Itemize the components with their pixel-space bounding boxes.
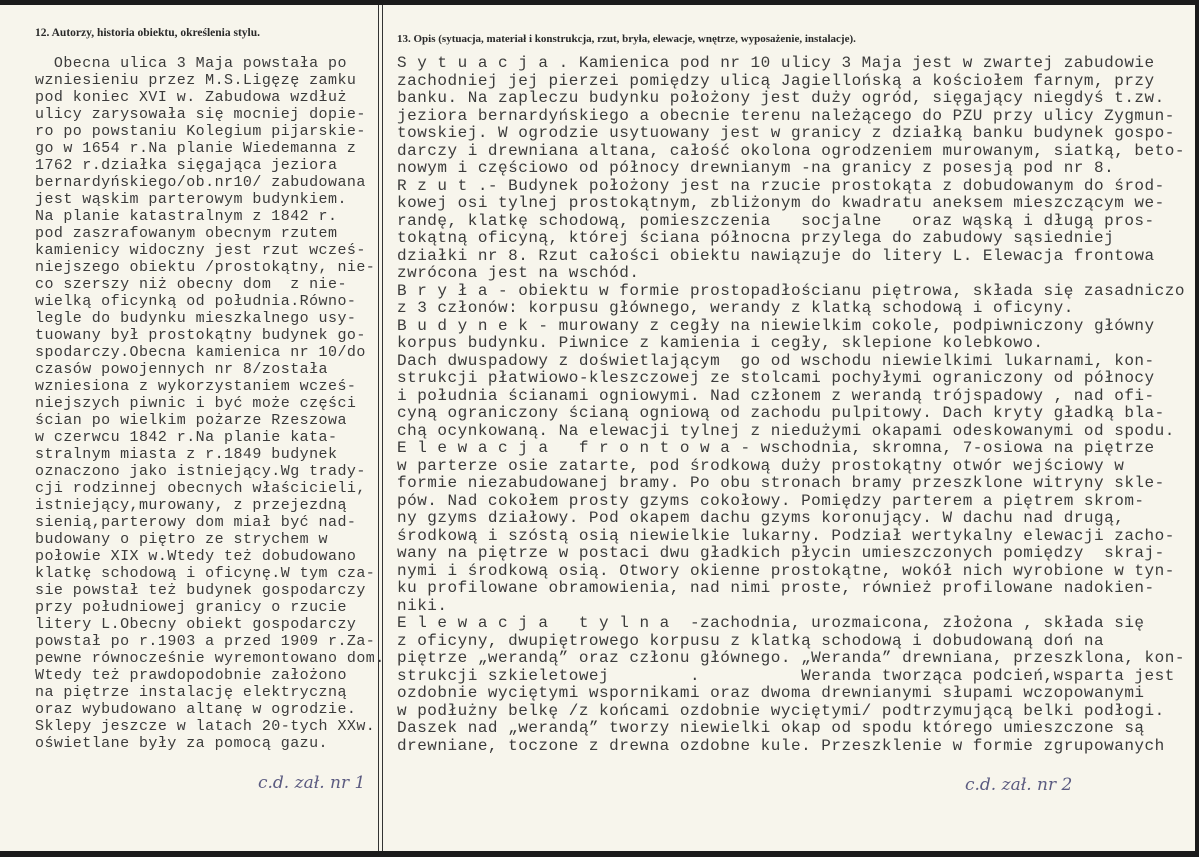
text-line: Dach dwuspadowy z doświetlającym go od wschodu niewielkimi lukarnami, kon-	[397, 351, 1155, 370]
text-line: powstał po r.1903 a przed 1909 r.Za-	[35, 633, 376, 650]
text-line: ku profilowane obramowienia, nad nimi proste, również profilowane nadokien-	[397, 579, 1155, 597]
text-line: tuowany był prostokątny budynek go-	[35, 327, 366, 344]
text-line: ozdobnie wyciętymi wspornikami oraz dwoma drewnianymi słupami wczopowanymi	[397, 684, 1145, 702]
text-line: kamienicy widoczny jest rzut wcześ-	[35, 242, 366, 259]
text-line: na piętrze instalację elektryczną	[35, 684, 347, 701]
text-line: banku. Na zapleczu budynku położony jest duży ogród, sięgający niegdyś t.zw.	[397, 89, 1165, 107]
text-line: E l e w a c j a f r o n t o w a - wschodnia, skromna, 7-osiowa na piętrze	[397, 439, 1155, 457]
text-line: strukcji płatwiowo-kleszczowej ze stolcami pochyłymi ograniczony od północy	[397, 369, 1155, 387]
text-line: przy południowej granicy o rzucie	[35, 599, 347, 616]
text-line: co szerszy niż obecny dom z nie-	[35, 276, 347, 293]
text-line: spodarczy.Obecna kamienica nr 10/do	[35, 344, 366, 361]
text-line: legle do budynku mieszkalnego usy-	[35, 310, 357, 327]
text-line: ulicy zarysowała się mocniej dopie-	[35, 106, 366, 123]
text-line: R z u t .- Budynek położony jest na rzucie prostokąta z dobudowanym do środ-	[397, 176, 1165, 195]
text-line: niki.	[397, 596, 448, 615]
section-12-text	[35, 55, 385, 752]
text-line: ro po powstaniu Kolegium pijarskie-	[35, 123, 366, 140]
text-line: cji rodzinnej obecnych właścicieli,	[35, 480, 366, 497]
text-line: korpus budynku. Piwnice z kamienia i cegły, sklepione kolebkowo.	[397, 334, 1044, 352]
text-line: zachodniej jej pierzei pomiędzy ulicą Jagiellońską a kościołem farnym, przy	[397, 71, 1155, 90]
text-line: nymi i środkową osią. Otwory okienne prostokątne, wokół nich wyrobione w tyn-	[397, 561, 1175, 580]
text-line: jeziora bernardyńskiego a obecnie terenu należącego do PZU przy ulicy Zygmun-	[397, 106, 1175, 125]
text-line: pod zaszrafowanym obecnym rzutem	[35, 225, 338, 242]
text-line: drewniane, toczone z drewna ozdobne kule. Przeszklenie w formie zgrupowanych	[397, 736, 1165, 755]
text-line: klatkę schodową i oficynę.W tym cza-	[35, 565, 376, 582]
text-line: darczy i drewniana altana, całość okolona ogrodzeniem murowanym, siatką, beto-	[397, 141, 1185, 160]
text-line: jest wąskim parterowym budynkiem.	[35, 191, 347, 208]
text-line: Obecna ulica 3 Maja powstała po	[35, 55, 347, 72]
text-line: Wtedy też prawdopodobnie założono	[35, 667, 347, 684]
text-line: nowym i częściowo od północy drewnianym -na granicy z posesją pod nr 8.	[397, 159, 1115, 177]
text-line: wielką oficynką od południa.Równo-	[35, 293, 357, 310]
text-line: i południa ścianami ogniowymi. Nad członem z werandą trójspadowy , nad ofi-	[397, 386, 1155, 405]
text-line: towskiej. W ogrodzie usytuowany jest w granicy z działką banku budynek gospo-	[397, 124, 1175, 142]
text-line: bernardyńskiego/ob.nr10/ zabudowana	[35, 174, 366, 191]
text-line: tokątną oficyną, której ściana północna przylega do zabudowy sąsiedniej	[397, 229, 1115, 247]
text-line: z oficyny, dwupiętrowego korpusu z klatką schodową i dobudowaną doń na	[397, 631, 1105, 650]
text-line: budowany o piętro ze strychem w	[35, 531, 328, 548]
text-line: ny gzyms działowy. Pod okapem dachu gzyms koronujący. W dachu nad drugą,	[397, 509, 1125, 527]
text-line: sie powstał też budynek gospodarczy	[35, 582, 366, 599]
text-line: pod koniec XVI w. Zabudowa wzdłuż	[35, 89, 347, 106]
text-line: połowie XIX w.Wtedy też dobudowano	[35, 548, 357, 565]
text-line: Sklepy jeszcze w latach 20-tych XXw.	[35, 718, 376, 735]
text-line: 1762 r.działka sięgająca jeziora	[35, 157, 338, 174]
text-line: istniejący,murowany, z przejezdną	[35, 497, 347, 514]
text-line: pewne równocześnie wyremontowano dom.	[35, 650, 385, 667]
text-line: ścian po wielkim pożarze Rzeszowa	[35, 412, 347, 429]
text-line: chą ocynkowaną. Na elewacji tylnej z niedużymi okapami odeskowanymi od spodu.	[397, 421, 1175, 440]
text-line: Daszek nad „werandą” tworzy niewielki okap od spodu którego umieszczone są	[397, 719, 1145, 737]
text-line: niejszego obiektu /prostokątny, nie-	[35, 259, 376, 276]
text-line: litery L.Obecny obiekt gospodarczy	[35, 616, 357, 633]
text-line: pów. Nad cokołem prosty gzyms cokołowy. Pomiędzy parterem a piętrem skrom-	[397, 491, 1145, 510]
handwritten-note-2: c.d. zał. nr 2	[965, 775, 1073, 795]
text-line: oświetlane były za pomocą gazu.	[35, 735, 328, 752]
text-line: go w 1654 r.Na planie Wiedemanna z	[35, 140, 357, 157]
text-line: piętrze „werandą” oraz członu głównego. „Weranda” drewniana, przeszklona, kon-	[397, 649, 1185, 667]
text-line: czasów powojennych nr 8/została	[35, 361, 328, 378]
text-line: Na planie katastralnym z 1842 r.	[35, 208, 338, 225]
text-line: strukcji szkieletowej . Weranda tworząca podcień,wsparta jest	[397, 666, 1175, 685]
text-line: oznaczono jako istniejący.Wg trady-	[35, 463, 366, 480]
text-line: z 3 członów: korpusu głównego, werandy z klatką schodową i oficyny.	[397, 299, 1074, 317]
text-line: wany na piętrze w postaci dwu gładkich płycin umieszczonych pomiędzy skraj-	[397, 544, 1165, 562]
text-line: E l e w a c j a t y l n a -zachodnia, urozmaicona, złożona , składa się	[397, 614, 1145, 632]
text-line: sienią,parterowy dom miał być nad-	[35, 514, 357, 531]
text-line: środkową i szóstą osią niewielkie lukarny. Podział wertykalny elewacji zacho-	[397, 526, 1175, 545]
text-line: wzniesieniu przez M.S.Ligęzę zamku	[35, 72, 357, 89]
handwritten-note-1: c.d. zał. nr 1	[258, 773, 366, 793]
text-line: cyną ograniczony ścianą ogniową od zachodu pulpitowy. Dach kryty gładką bla-	[397, 404, 1165, 422]
section-12-title: 12. Autorzy, historia obiektu, określenia stylu.	[35, 27, 261, 39]
text-line: wzniesiona z wykorzystaniem wcześ-	[35, 378, 357, 395]
section-13-title: 13. Opis (sytuacja, materiał i konstrukcja, rzut, bryła, elewacje, wnętrze, wyposażenie, instalacje).	[397, 33, 856, 45]
text-line: niejszych piwnic i być może części	[35, 395, 357, 412]
text-line: formie niezabudowanej bramy. Po obu stronach bramy przeszklone witryny skle-	[397, 474, 1165, 492]
text-line: S y t u a c j a . Kamienica pod nr 10 ulicy 3 Maja jest w zwartej zabudowie	[397, 54, 1155, 72]
text-line: w parterze osie zatarte, pod środkową duży prostokątny otwór wejściowy w	[397, 456, 1125, 475]
text-line: B r y ł a - obiektu w formie prostopadłościanu piętrowa, składa się zasadniczo	[397, 281, 1185, 300]
text-line: działki nr 8. Rzut całości obiektu nawiązuje do litery L. Elewacja frontowa	[397, 246, 1155, 265]
section-13-text	[397, 55, 1185, 755]
text-line: randę, klatkę schodową, pomieszczenia socjalne oraz wąską i długą pros-	[397, 211, 1155, 230]
text-line: oraz wybudowano altanę w ogrodzie.	[35, 701, 357, 718]
text-line: B u d y n e k - murowany z cegły na niewielkim cokole, podpiwniczony główny	[397, 316, 1155, 335]
text-line: zwrócona jest na wschód.	[397, 264, 640, 282]
text-line: kowej osi tylnej prostokątnym, zbliżonym do kwadratu aneksem mieszczącym we-	[397, 194, 1165, 212]
text-line: w podłużny belkę /z końcami ozdobnie wyciętymi/ podtrzymującą belki podłogi.	[397, 701, 1165, 720]
text-line: w czerwcu 1842 r.Na planie kata-	[35, 429, 338, 446]
text-line: stralnym miasta z r.1849 budynek	[35, 446, 338, 463]
